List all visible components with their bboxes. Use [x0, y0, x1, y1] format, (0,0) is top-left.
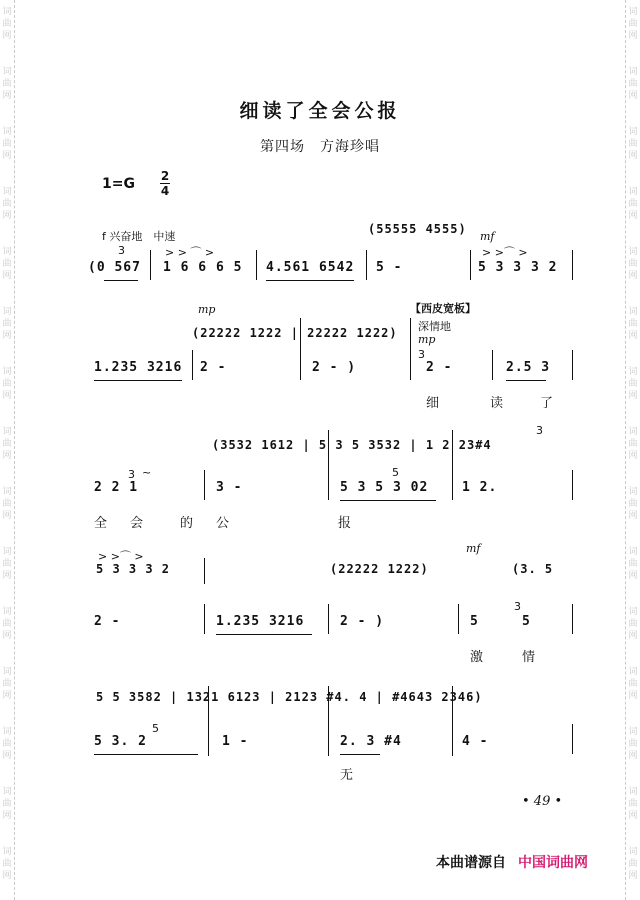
watermark-text: 词 曲 网: [628, 187, 638, 221]
line3-tuplet: 3: [536, 424, 543, 437]
barline: [328, 604, 329, 634]
barline: [470, 250, 471, 280]
line4-bar2: 1.235 3216: [216, 614, 305, 629]
watermark-text: 词 曲 网: [2, 247, 12, 281]
barline: [458, 604, 459, 634]
lyric: 激: [470, 650, 484, 665]
line3-bar4: 1 2.: [462, 480, 498, 495]
beam-line: [506, 380, 546, 381]
song-subtitle: 第四场 方海珍唱: [260, 139, 380, 155]
lyric: 了: [540, 396, 554, 411]
barline: [300, 318, 301, 380]
watermark-text: 词 曲 网: [2, 67, 12, 101]
watermark-text: 词 曲 网: [628, 427, 638, 461]
line1-dynamic: mf: [480, 230, 495, 243]
line1-instrument-hint: (55555 4555): [368, 222, 467, 236]
watermark-text: 词 曲 网: [628, 307, 638, 341]
beam-line: [266, 280, 354, 281]
line2-bar1: 1.235 3216: [94, 360, 183, 375]
lyric: 全: [94, 516, 108, 531]
line5-bar2: 1 -: [222, 734, 249, 749]
lyric: 会: [130, 516, 144, 531]
line4-bar4: 5: [470, 614, 479, 629]
barline: [204, 558, 205, 584]
barline: [572, 470, 573, 500]
barline: [452, 686, 453, 756]
line1-triplet-mark: 3: [118, 244, 125, 257]
line2-bar5: 2.5 3: [506, 360, 551, 375]
barline: [572, 250, 573, 280]
watermark-text: 词 曲 网: [628, 847, 638, 881]
watermark-text: 词 曲 网: [2, 667, 12, 701]
line4-upper-left: 5 3 3 3 2: [96, 562, 171, 576]
watermark-text: 词 曲 网: [2, 607, 12, 641]
watermark-text: 词 曲 网: [628, 787, 638, 821]
line2-grace: 3: [418, 348, 425, 361]
barline: [204, 604, 205, 634]
section-tag: 【西皮宽板】: [410, 302, 476, 315]
line3-instrument-hint: (3532 1612 | 5 3 5 3532 | 1 2 23#4: [212, 438, 492, 452]
line4-bar5: 5: [522, 614, 531, 629]
watermark-text: 词 曲 网: [2, 127, 12, 161]
line5-bar4: 4 -: [462, 734, 489, 749]
line3-bar2: 3 -: [216, 480, 243, 495]
line2-bar2: 2 -: [200, 360, 227, 375]
barline: [366, 250, 367, 280]
beam-line: [94, 754, 198, 755]
left-watermark-column: [0, 0, 15, 900]
beam-line: [216, 634, 312, 635]
line2-dynamic: mp: [198, 303, 216, 316]
source-label: 本曲谱源自: [436, 855, 506, 871]
barline: [192, 350, 193, 380]
line1-accents-right: > >⌒ >: [482, 246, 528, 259]
line5-grace: 5: [152, 722, 159, 735]
line2-instrument-hint: (22222 1222 | 22222 1222): [192, 326, 398, 340]
line5-instrument-hint: 5 5 3582 | 1321 6123 | 2123 #4. 4 | #4643 2346): [96, 690, 483, 704]
beam-line: [340, 754, 380, 755]
lyric: 公: [216, 516, 230, 531]
key-signature: 1=G: [102, 176, 135, 192]
watermark-text: 词 曲 网: [2, 487, 12, 521]
watermark-text: 词 曲 网: [2, 307, 12, 341]
line5-bar1: 5 3. 2: [94, 734, 147, 749]
line1-bar1: (0 567: [88, 260, 141, 275]
barline: [410, 318, 411, 380]
tempo-marking: f 兴奋地 中速: [102, 230, 176, 243]
line1-bar3: 4.561 6542: [266, 260, 355, 275]
site-name-link[interactable]: 中国词曲网: [518, 855, 588, 871]
beam-line: [94, 380, 182, 381]
barline: [572, 724, 573, 754]
watermark-text: 词 曲 网: [628, 7, 638, 41]
line1-bar4: 5 -: [376, 260, 403, 275]
watermark-text: 词 曲 网: [628, 67, 638, 101]
barline: [492, 350, 493, 380]
watermark-text: 词 曲 网: [628, 607, 638, 641]
line5-bar3: 2. 3 #4: [340, 734, 402, 749]
line1-accents-left: > > ⌒ >: [165, 246, 215, 259]
expression-mark: 深情地: [418, 320, 451, 333]
watermark-text: 词 曲 网: [628, 487, 638, 521]
watermark-text: 词 曲 网: [628, 247, 638, 281]
line1-bar2: 1 6 6 6 5: [163, 260, 243, 275]
barline: [328, 686, 329, 756]
watermark-text: 词 曲 网: [628, 727, 638, 761]
barline: [208, 686, 209, 756]
watermark-text: 词 曲 网: [628, 127, 638, 161]
watermark-text: 词 曲 网: [2, 7, 12, 41]
lyric: 情: [522, 650, 536, 665]
barline: [572, 604, 573, 634]
watermark-text: 词 曲 网: [628, 547, 638, 581]
watermark-text: 词 曲 网: [628, 367, 638, 401]
lyric: 的: [180, 516, 194, 531]
right-watermark-column: [625, 0, 640, 900]
line1-bar5: 5 3 3 3 2: [478, 260, 558, 275]
watermark-text: 词 曲 网: [628, 667, 638, 701]
line3-grace-2: 5: [392, 466, 399, 479]
page-number: • 49 •: [522, 794, 563, 809]
line2-dynamic-2: mp: [418, 333, 436, 346]
lyric: 读: [490, 396, 504, 411]
song-title: 细读了全会公报: [239, 100, 401, 122]
watermark-text: 词 曲 网: [2, 787, 12, 821]
lyric: 细: [426, 396, 440, 411]
barline: [204, 470, 205, 500]
line2-bar4: 2 -: [426, 360, 453, 375]
line4-bar1: 2 -: [94, 614, 121, 629]
time-signature: 2 4: [160, 169, 170, 198]
lyric: 无: [340, 768, 354, 783]
trill-mark: ~: [142, 466, 152, 479]
watermark-text: 词 曲 网: [2, 727, 12, 761]
barline: [572, 350, 573, 380]
line4-hint-right: (3. 5: [512, 562, 554, 576]
line4-grace: 3: [514, 600, 521, 613]
watermark-text: 词 曲 网: [2, 427, 12, 461]
line3-bar1: 2 2 1: [94, 480, 139, 495]
line3-grace-1: 3: [128, 468, 135, 481]
watermark-text: 词 曲 网: [2, 847, 12, 881]
line4-accents: > >⌒ >: [98, 550, 144, 563]
lyric: 报: [338, 516, 352, 531]
barline: [328, 430, 329, 500]
watermark-text: 词 曲 网: [2, 547, 12, 581]
line4-dynamic: mf: [466, 542, 481, 555]
line4-bar3: 2 - ): [340, 614, 385, 629]
barline: [256, 250, 257, 280]
line4-instrument-hint: (22222 1222): [330, 562, 429, 576]
beam-line: [104, 280, 138, 281]
barline: [452, 430, 453, 500]
beam-line: [340, 500, 436, 501]
line2-bar3: 2 - ): [312, 360, 357, 375]
barline: [150, 250, 151, 280]
watermark-text: 词 曲 网: [2, 367, 12, 401]
watermark-text: 词 曲 网: [2, 187, 12, 221]
line3-bar3: 5 3 5 3 02: [340, 480, 429, 495]
